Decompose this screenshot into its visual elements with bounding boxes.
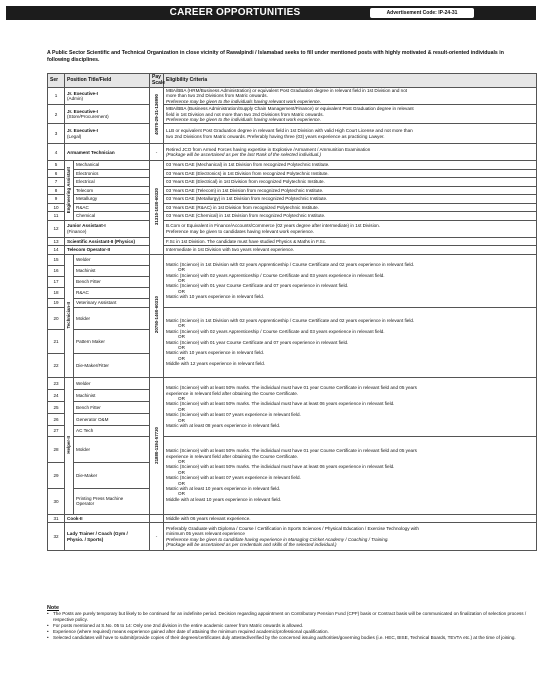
position-cell: Electrical xyxy=(74,178,150,187)
ser-cell: 20 xyxy=(48,307,65,329)
position-cell: Generator O&M xyxy=(74,413,150,425)
pay-scale-cell: 21880-1194-57730 xyxy=(150,377,164,514)
position-cell: Molder xyxy=(74,307,150,329)
position-cell: Bench Fitter xyxy=(74,276,150,287)
table-row xyxy=(48,377,537,389)
table-row xyxy=(48,195,537,204)
table-row xyxy=(48,105,537,124)
position-cell: AC Tech xyxy=(74,425,150,436)
ser-cell: 4 xyxy=(48,144,65,161)
pay-scale-cell: - xyxy=(150,144,164,161)
ser-cell: 32 xyxy=(48,523,65,551)
table-row xyxy=(48,178,537,187)
ser-cell: 15 xyxy=(48,254,65,265)
ser-cell: 30 xyxy=(48,488,65,514)
table-row xyxy=(48,523,537,551)
table-row xyxy=(48,144,537,161)
ser-cell: 5 xyxy=(48,161,65,170)
eligibility-cell: MBA/BBA (Business Administration/Supply Chain Management/Finance) or equivalent Post Graduation degree in relevant field in 1st Division and not more than two 2nd Divisions from Matric onwards. Preference may be given to the individuals having relevant work experience. xyxy=(164,105,537,124)
ser-cell: 6 xyxy=(48,169,65,178)
table-row xyxy=(48,186,537,195)
position-cell: R&AC xyxy=(74,203,150,212)
table-row xyxy=(48,254,537,265)
position-cell: Electronics xyxy=(74,169,150,178)
intro-text: A Public Sector Scientific and Technical Organization in close vicinity of Rawalpindi / Islamabad seeks to fill under mentioned posts with highly motivated & result-oriented individuals in following disciplines. xyxy=(47,50,504,63)
eligibility-cell: Matric (Science) with at least 50% marks. The individual must have 01 year Course Certificate in relevant field and 05 years experience in relevant field after obtaining the Course Certificate. OR Matric (Science) with at least 50% marks. The individual must have at least 06 years experience in relevant field. OR Matric (Science) with at least 07 years experience in relevant field. OR Matric with at least 08 years experience in relevant field. xyxy=(164,377,537,436)
pay-scale-cell: - xyxy=(150,523,164,551)
position-cell: Printing Press Machine Operator xyxy=(74,488,150,514)
ser-cell: 13 xyxy=(48,237,65,246)
eligibility-cell: Intermediate in 1st Division with two years relevant experience. xyxy=(164,246,537,255)
position-cell: Welder xyxy=(74,254,150,265)
eligibility-cell: Preferably Graduate with Diploma / Course / Certification in Sports Sciences / Physical Education / Exercise Technology with minimum 05 years relevant experience Preference may be given to candidate having experience in Managing Cricket Academy / Coaching / Training. (Package will be ascertained as per credentials and skills of the selected individual.) xyxy=(164,523,537,551)
table-header-row xyxy=(48,74,537,88)
note-item: • For posts mentioned at S.No. 05 to 14: Only one 2nd division in the entire academic career from Matric onwards is allowed. xyxy=(47,623,535,629)
eligibility-cell: 03 Years DAE (Electronics) in 1st Division from recognized Polytechnic Institute. xyxy=(164,169,537,178)
table-row xyxy=(48,169,537,178)
table-row xyxy=(48,220,537,237)
eligibility-cell: 03 Years DAE (Metallurgy) in 1st Division from recognized Polytechnic Institute. xyxy=(164,195,537,204)
table-row xyxy=(48,436,537,462)
table-row xyxy=(48,203,537,212)
position-cell: Mechanical xyxy=(74,161,150,170)
ser-cell: 2 xyxy=(48,105,65,124)
position-cell: Cook-II xyxy=(65,514,150,523)
position-cell: Scientific Assistant-II (Physics) xyxy=(65,237,150,246)
ser-cell: 28 xyxy=(48,436,65,462)
eligibility-cell: F.Sc in 1st Division. The candidate must have studied Physics & Maths in F.Sc. xyxy=(164,237,537,246)
table-row xyxy=(48,514,537,523)
ser-cell: 23 xyxy=(48,377,65,389)
ser-cell: 25 xyxy=(48,401,65,413)
eligibility-cell: 03 Years DAE (R&AC) in 1st Division from recognized Polytechnic Institute. xyxy=(164,203,537,212)
eligibility-cell: LLB or equivalent Post Graduation degree in relevant field in 1st Division with valid High Court License and not more than two 2nd Divisions from Matric onwards. Preferably having three (03) years experience as practicing Lawyer. xyxy=(164,124,537,144)
ser-cell: 26 xyxy=(48,413,65,425)
notes-section xyxy=(47,605,535,641)
table-row xyxy=(48,212,537,221)
ser-cell: 27 xyxy=(48,425,65,436)
pay-scale-cell: 20750-1460-60310 xyxy=(150,254,164,377)
ser-cell: 11 xyxy=(48,212,65,221)
table-row xyxy=(48,307,537,329)
ser-cell: 14 xyxy=(48,246,65,255)
col-header-pay-scale: Pay Scale xyxy=(150,74,164,88)
position-cell xyxy=(65,88,150,105)
eligibility-cell: Retired JCO from Armed Forces having expertise in Explosive /Armament / Ammunition Examination (Package will be ascertained as per the last Rank of the selected individual.) xyxy=(164,144,537,161)
ser-cell: 18 xyxy=(48,287,65,298)
position-cell: Molder xyxy=(74,436,150,462)
ser-cell: 21 xyxy=(48,329,65,353)
position-cell: Junior Assistant-I (Finance) xyxy=(65,220,150,237)
ser-cell: 10 xyxy=(48,203,65,212)
position-cell: Die-Maker/Fitter xyxy=(74,353,150,377)
advertisement-code-badge: Advertisement Code: IP-24-31 xyxy=(370,8,474,18)
position-cell: Chemical xyxy=(74,212,150,221)
ser-cell: 9 xyxy=(48,195,65,204)
eligibility-cell: MBA/BBA (HRM/Business Administration) or equivalent Post Graduation degree in relevant field in 1st Division and not more than two 2nd Divisions from Matric onwards. Preference may be given to the individuals having relevant work experience. xyxy=(164,88,537,105)
position-cell: Telecom Operator-II xyxy=(65,246,150,255)
ser-cell: 19 xyxy=(48,298,65,307)
position-cell: Die-Maker xyxy=(74,462,150,488)
position-cell: Armament Technician xyxy=(65,144,150,161)
pay-scale-cell: 31310-1030-60320 xyxy=(150,161,164,255)
pay-scale-cell xyxy=(150,514,164,523)
position-cell: Jr. Executive-I (Store/Procurement) xyxy=(65,105,150,124)
position-sub: (Admin) xyxy=(67,96,84,102)
col-header-position: Position Title/Field xyxy=(65,74,150,88)
category-label: Engineering Assistant xyxy=(66,166,72,213)
eligibility-cell: 03 Years DAE (Chemical) in 1st Division from recognized Polytechnic Institute. xyxy=(164,212,537,221)
ser-cell: 24 xyxy=(48,389,65,401)
note-item: • Selected candidates will have to submit/provide copies of their degrees/certificates duly attested/verified by the concerned issuing authorities/governing bodies (i.e. HEC, BISE, Technical Boards, TEVTA etc.) at the time of joining. xyxy=(47,635,535,641)
position-title: Jr. Executive-I xyxy=(67,90,98,96)
ser-cell: 29 xyxy=(48,462,65,488)
page-title: CAREER OPPORTUNITIES xyxy=(169,7,301,18)
col-header-eligibility: Eligibility Criteria xyxy=(164,74,537,88)
position-cell: Machinist xyxy=(74,389,150,401)
note-item: • Experience (where required) means experience gained after date of attaining the minimum required academic/professional qualification. xyxy=(47,629,535,635)
eligibility-cell: 03 Years DAE (Telecom) in 1st Division from recognized Polytechnic Institute. xyxy=(164,186,537,195)
eligibility-cell: Middle with 06 years relevant experience. xyxy=(164,514,537,523)
note-item: • The Posts are purely temporary but likely to be continued for an indefinite period. Decision regarding appointment on Contributory Pension Fund (CPF) basis or Contract basis will be communicated on finalization of selection process / respective policy. xyxy=(47,611,535,623)
category-cell xyxy=(65,161,74,221)
position-cell: Machinist xyxy=(74,265,150,276)
position-cell: Metallurgy xyxy=(74,195,150,204)
table-row xyxy=(48,161,537,170)
ser-cell: 17 xyxy=(48,276,65,287)
category-cell: Helper-II xyxy=(65,377,74,514)
eligibility-cell: Matric (Science) in 1st Division with 02 years Apprenticeship / Course Certificate and 02 years experience in relevant field. OR Matric (Science) with 02 years Apprenticeship / Course Certificate and 03 years experience in relevant field. OR Matric (Science) with 01 year Course Certificate and 07 years experience in relevant field. OR Matric with 10 years experience in relevant field. xyxy=(164,254,537,307)
position-cell: Lady Trainer / Coach (Gym / Physio. / Sports) xyxy=(65,523,150,551)
position-cell: Jr. Executive-I (Legal) xyxy=(65,124,150,144)
ser-cell: 3 xyxy=(48,124,65,144)
category-cell: Technician-II xyxy=(65,254,74,377)
col-header-ser: Ser xyxy=(48,74,65,88)
ser-cell: 31 xyxy=(48,514,65,523)
ser-cell: 1 xyxy=(48,88,65,105)
ser-cell: 12 xyxy=(48,220,65,237)
ser-cell: 16 xyxy=(48,265,65,276)
ser-cell: 7 xyxy=(48,178,65,187)
eligibility-cell: 03 Years DAE (Electrical) in 1st Division from recognized Polytechnic Institute. xyxy=(164,178,537,187)
table-row xyxy=(48,88,537,105)
position-cell: Veterinary Assistant xyxy=(74,298,150,307)
position-cell: Bench Fitter xyxy=(74,401,150,413)
pay-scale-label: 40970-29-31-136990 xyxy=(153,94,159,136)
eligibility-cell: Matric (Science) with at least 50% marks. The individual must have 01 year Course Certificate in relevant field and 05 years experience in relevant field after obtaining the Course Certificate. OR Matric (Science) with at least 50% marks. The individual must have at least 06 years experience in relevant field. OR Matric (Science) with at least 07 years experience in relevant field. OR Matric with at least 10 years experience in relevant field. OR Middle with at least 10 years experience in relevant field. xyxy=(164,436,537,514)
table-row xyxy=(48,237,537,246)
ser-cell: 22 xyxy=(48,353,65,377)
position-cell: Welder xyxy=(74,377,150,389)
position-cell: Pattern Maker xyxy=(74,329,150,353)
eligibility-cell: 03 Years DAE (Mechanical) in 1st Division from recognized Polytechnic Institute. xyxy=(164,161,537,170)
table-row xyxy=(48,246,537,255)
eligibility-cell: Matric (Science) in 1st Division with 02 years Apprenticeship / Course Certificate and 02 years experience in relevant field. OR Matric (Science) with 02 years Apprenticeship / Course Certificate and 03 years experience in relevant field. OR Matric (Science) with 01 year Course Certificate and 07 years experience in relevant field. OR Matric with 10 years experience in relevant field. OR Middle with 12 years experience in relevant field. xyxy=(164,307,537,377)
ser-cell: 8 xyxy=(48,186,65,195)
table-row xyxy=(48,124,537,144)
positions-table xyxy=(47,73,537,551)
notes-title: Note xyxy=(47,605,59,611)
position-cell: Telecom xyxy=(74,186,150,195)
position-cell: R&AC xyxy=(74,287,150,298)
pay-scale-cell xyxy=(150,88,164,144)
eligibility-cell: B.Com or Equivalent in Finance/Accounts/Commerce (02 years degree after intermediate) in 1st Division. Preference may be given to candidates having relevant work experience. xyxy=(164,220,537,237)
